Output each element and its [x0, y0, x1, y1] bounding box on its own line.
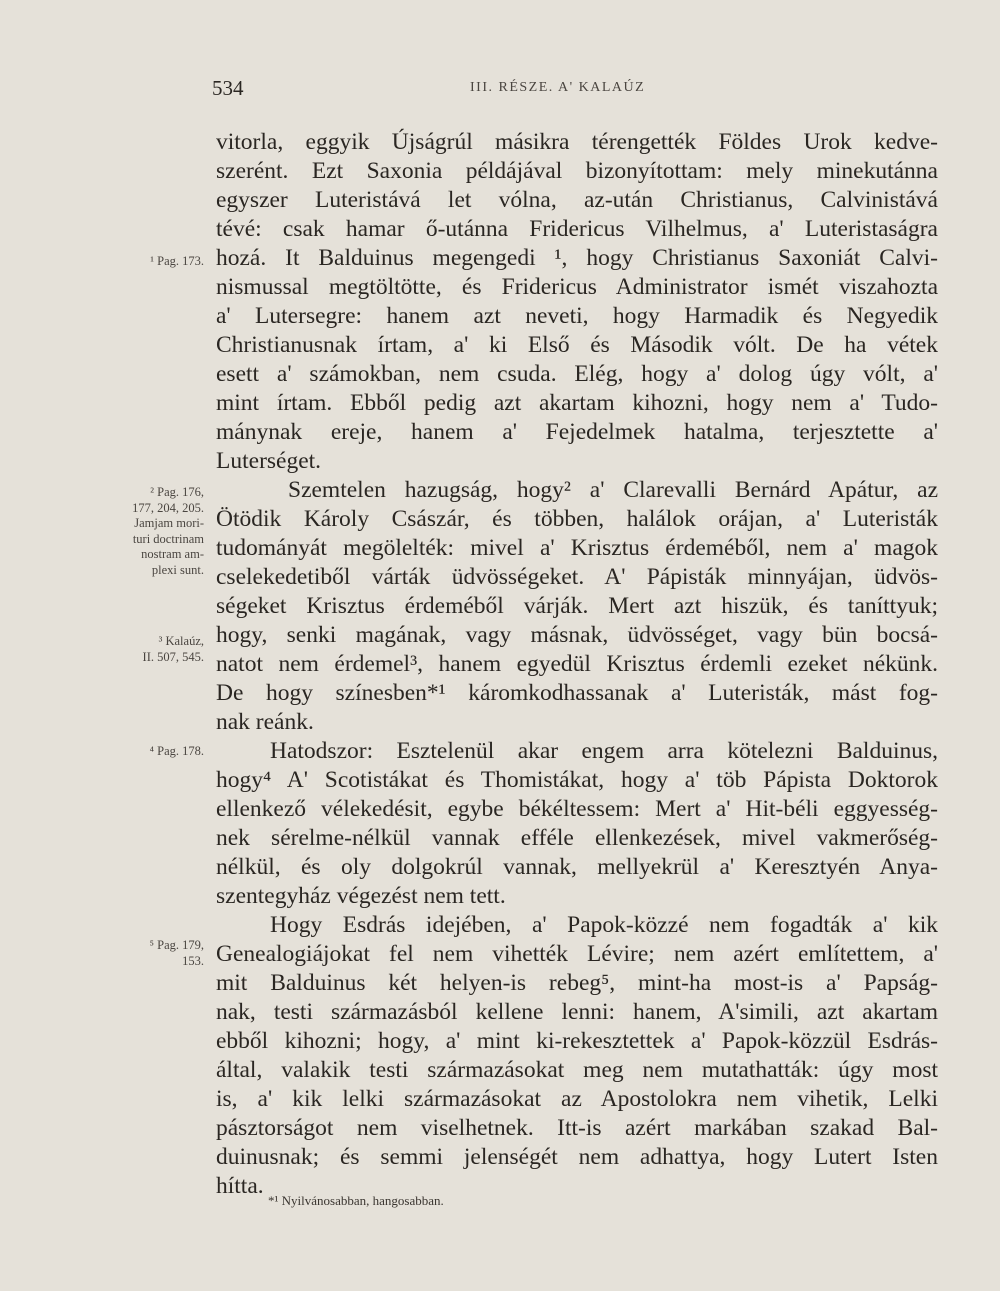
page-header	[0, 76, 1000, 106]
text-line: hítta.	[216, 1173, 264, 1199]
margin-note-line: Jamjam mori-	[134, 516, 204, 530]
margin-note	[150, 744, 204, 760]
paragraph-start: Hogy Esdrás idejében, a' Papok-közzé nem fogadták a' kik	[270, 912, 938, 938]
margin-note-line: turi doctrinam	[132, 531, 204, 546]
text-line: pásztorságot nem viselhetnek. Itt-is azért markában szakad Bal-	[216, 1115, 938, 1141]
text-line: hogy⁴ A' Scotistákat és Thomistákat, hogy a' töb Pápista Doktorok	[216, 767, 938, 793]
margin-note-line: 177, 204, 205.	[132, 500, 204, 515]
text-line: natot nem érdemel³, hanem egyedül Krisztus érdemli ezeket nékünk.	[216, 651, 938, 677]
text-line: nek sérelme-nélkül vannak efféle ellenkezések, mivel vakmerőség-	[216, 825, 938, 851]
text-line: ellenkező vélekedésit, egybe békéltessem: Mert a' Hit-béli eggyesség-	[216, 796, 938, 822]
margin-note-line: ⁵ Pag. 179,	[149, 938, 204, 952]
margin-note-line: ³ Kalaúz,	[158, 634, 204, 648]
text-line: nélkül, és oly dolgokrúl vannak, mellyekrül a' Keresztyén Anya-	[216, 854, 938, 880]
margin-note-line: ¹ Pag. 173.	[150, 254, 204, 268]
paragraph-start: Hatodszor: Esztelenül akar engem arra kötelezni Balduinus,	[270, 738, 938, 764]
margin-note	[132, 485, 204, 578]
text-line: esett a' számokban, nem csuda. Elég, hogy a' dolog úgy vólt, a'	[216, 361, 938, 387]
text-line: De hogy színesben*¹ káromkodhassanak a' Luteristák, mást fog-	[216, 680, 938, 706]
text-line: szentegyház végezést nem tett.	[216, 883, 506, 909]
footnote: *¹ Nyilvánosabban, hangosabban.	[268, 1193, 444, 1208]
margin-note	[150, 254, 204, 270]
text-line: mánynak ereje, hanem a' Fejedelmek hatalma, terjesztette a'	[216, 419, 938, 445]
text-line: Luterséget.	[216, 448, 322, 474]
text-line: tévé: csak hamar ő-utánna Fridericus Vilhelmus, a' Luteristaságra	[216, 216, 938, 242]
margin-note-line: nostram am-	[141, 547, 204, 561]
page-number: 534	[212, 76, 244, 100]
text-line: Ötödik Károly Császár, és többen, halálok orájan, a' Luteristák	[216, 506, 938, 532]
text-line: nak, testi származásból kellene lenni: hanem, A'simili, azt akartam	[216, 999, 938, 1025]
text-line: mit Balduinus két helyen-is rebeg⁵, mint-ha most-is a' Papság-	[216, 970, 938, 996]
text-line: Christianusnak írtam, a' ki Első és Második vólt. De ha vétek	[216, 332, 938, 358]
text-line: hogy, senki magának, vagy másnak, üdvösséget, vagy bün bocsá-	[216, 622, 938, 648]
margin-note	[150, 938, 204, 969]
text-line: mint írtam. Ebből pedig azt akartam kihozni, hogy nem a' Tudo-	[216, 390, 938, 416]
margin-note-line: II. 507, 545.	[142, 649, 204, 664]
paragraph-start: Szemtelen hazugság, hogy² a' Clarevalli Bernárd Apátur, az	[288, 477, 938, 503]
margin-note-line: ² Pag. 176,	[150, 485, 204, 499]
text-line: is, a' kik lelki származásokat az Apostolokra nem vihetik, Lelki	[216, 1086, 938, 1112]
text-line: nismussal megtöltötte, és Fridericus Administrator ismét viszahozta	[216, 274, 938, 300]
margin-note-line: 153.	[182, 953, 204, 968]
text-line: hozá. It Balduinus megengedi ¹, hogy Christianus Saxoniát Calvi-	[216, 245, 938, 271]
margin-note-line: ⁴ Pag. 178.	[149, 744, 204, 758]
text-line: cselekedetiből várták üdvösségeket. A' Pápisták minnyájan, üdvös-	[216, 564, 938, 590]
text-line: egyszer Luteristává let vólna, az-után Christianus, Calvinistává	[216, 187, 938, 213]
text-line: tudományát megölelték: mivel a' Krisztus érdeméből, nem a' magok	[216, 535, 938, 561]
text-line: vitorla, eggyik Újságrúl másikra térengették Földes Urok kedve-	[216, 129, 938, 155]
text-line: duinusnak; és semmi jelenségét nem adhattya, hogy Lutert Isten	[216, 1144, 938, 1170]
margin-note	[143, 634, 204, 665]
text-line: ségeket Krisztus érdeméből várják. Mert azt hiszük, és taníttyuk;	[216, 593, 938, 619]
margin-note-line: plexi sunt.	[151, 562, 204, 577]
running-head: III. RÉSZE. A' KALAÚZ	[470, 80, 646, 95]
text-line: által, valakik testi származásokat meg nem mutathatták: úgy most	[216, 1057, 938, 1083]
text-line: nak reánk.	[216, 709, 314, 735]
text-line: Genealogiájokat fel nem vihették Lévire; nem azért említettem, a'	[216, 941, 938, 967]
text-line: ebből kihozni; hogy, a' mint ki-rekesztettek a' Papok-közzül Esdrás-	[216, 1028, 938, 1054]
text-line: a' Lutersegre: hanem azt neveti, hogy Harmadik és Negyedik	[216, 303, 938, 329]
text-line: szerént. Ezt Saxonia példájával bizonyítottam: mely minekutánna	[216, 158, 938, 184]
